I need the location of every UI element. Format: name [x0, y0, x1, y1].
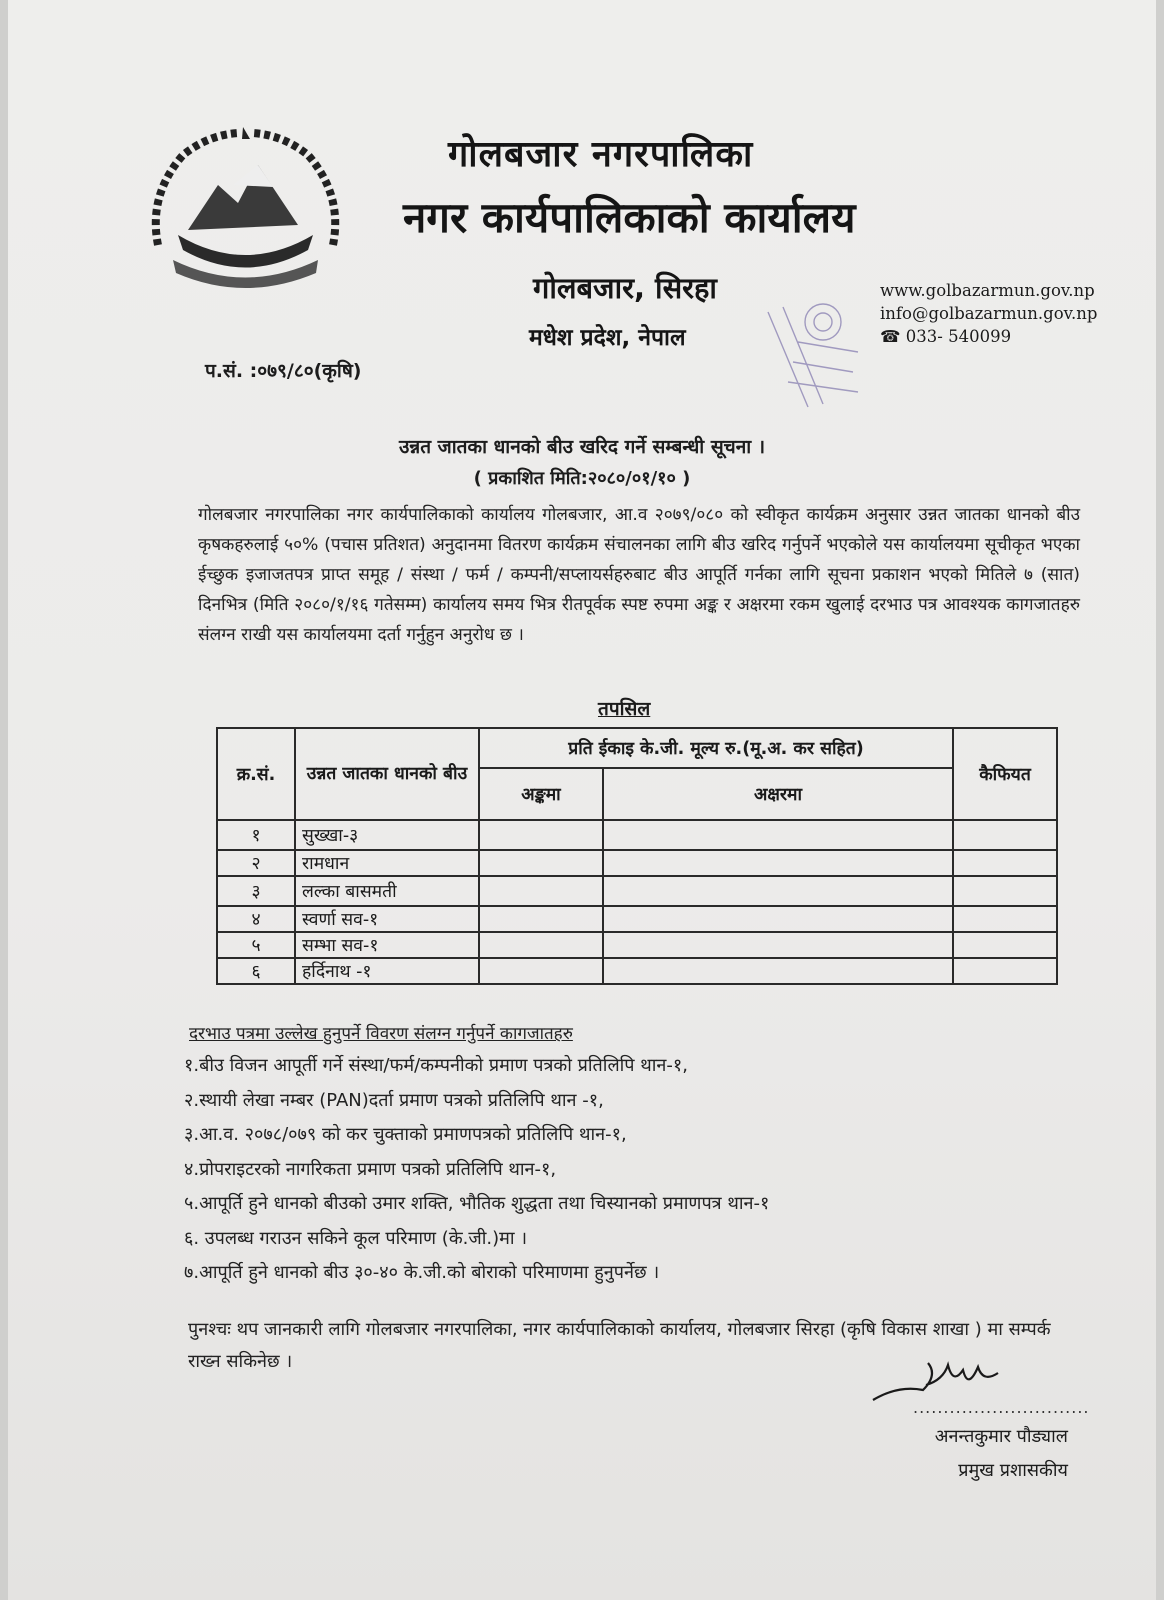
signature-line: .............................: [913, 1398, 1090, 1417]
table-body: [217, 820, 1057, 984]
table-title: तपसिल: [598, 698, 651, 720]
office-location: गोलबजार, सिरहा: [533, 271, 717, 305]
col-remarks: कैफियत: [953, 728, 1057, 820]
table-row: [217, 850, 1057, 876]
row-figures: [479, 906, 603, 932]
row-words: [603, 850, 953, 876]
row-variety: हर्दिनाथ -१: [295, 958, 479, 984]
postscript: पुनश्चः थप जानकारी लागि गोलबजार नगरपालिका, नगर कार्यपालिकाको कार्यालय, गोलबजार सिरहा (कृषि विकास शाखा ) मा सम्पर्क राख्न सकिनेछ ।: [188, 1319, 1051, 1372]
table-row: [217, 876, 1057, 906]
row-figures: [479, 876, 603, 906]
notice-subject: उन्नत जातका धानको बीउ खरिद गर्ने सम्बन्धी सूचना ।: [398, 436, 766, 458]
row-sn: ४: [217, 906, 295, 932]
row-remarks: [953, 958, 1057, 984]
row-sn: २: [217, 850, 295, 876]
list-item: ६. उपलब्ध गराउन सकिने कूल परिमाण (के.जी.)मा ।: [184, 1227, 528, 1249]
row-words: [603, 932, 953, 958]
phone-number: ☎ 033- 540099: [880, 327, 1012, 346]
list-item: १.बीउ विजन आपूर्ती गर्ने संस्था/फर्म/कम्पनीको प्रमाण पत्रको प्रतिलिपि थान-१,: [184, 1055, 688, 1076]
col-sn: क्र.सं.: [217, 728, 295, 820]
list-item: ४.प्रोपराइटरको नागरिकता प्रमाण पत्रको प्रतिलिपि थान-१,: [184, 1158, 557, 1180]
office-name: नगर कार्यपालिकाको कार्यालय: [403, 193, 856, 242]
table-row: [217, 932, 1057, 958]
row-remarks: [953, 876, 1057, 906]
row-sn: ५: [217, 932, 295, 958]
table-row: [217, 958, 1057, 984]
published-date: ( प्रकाशित मिति:२०८०/०१/१० ): [473, 468, 691, 489]
row-figures: [479, 932, 603, 958]
row-figures: [479, 958, 603, 984]
row-variety: सुख्खा-३: [295, 820, 479, 850]
list-item: ३.आ.व. २०७८/०७९ को कर चुक्ताको प्रमाणपत्रको प्रतिलिपि थान-१,: [184, 1124, 627, 1145]
office-stamp-icon: [748, 292, 888, 422]
nepal-emblem-icon: [138, 125, 353, 290]
row-remarks: [953, 820, 1057, 850]
province-country: मधेश प्रदेश, नेपाल: [529, 325, 686, 351]
notice-paper: [8, 0, 1156, 1600]
signatory-block: [8, 1420, 1068, 1488]
row-remarks: [953, 932, 1057, 958]
row-figures: [479, 850, 603, 876]
seed-price-table: [216, 727, 1058, 985]
website-link[interactable]: www.golbazarmun.gov.np: [880, 281, 1095, 300]
row-sn: १: [217, 820, 295, 850]
row-figures: [479, 820, 603, 850]
row-sn: ६: [217, 958, 295, 984]
row-remarks: [953, 850, 1057, 876]
row-remarks: [953, 906, 1057, 932]
row-variety: स्वर्णा सव-१: [295, 906, 479, 932]
col-words: अक्षरमा: [603, 768, 953, 820]
signatory-name: अनन्तकुमार पौड्याल: [934, 1426, 1068, 1447]
row-variety: सम्भा सव-१: [295, 932, 479, 958]
documents-list: [184, 1049, 769, 1291]
list-item: ५.आपूर्ति हुने धानको बीउको उमार शक्ति, भौतिक शुद्धता तथा चिस्यानको प्रमाणपत्र थान-१: [184, 1193, 770, 1214]
contact-block: [880, 279, 1097, 348]
col-price-group: प्रति ईकाइ के.जी. मूल्य रु.(मू.अ. कर सहित): [479, 728, 953, 768]
row-variety: रामधान: [295, 850, 479, 876]
col-variety: उन्नत जातका धानको बीउ: [295, 728, 479, 820]
list-item: ७.आपूर्ति हुने धानको बीउ ३०-४० के.जी.को बोराको परिमाणमा हुनुपर्नेछ ।: [184, 1262, 660, 1283]
list-item: २.स्थायी लेखा नम्बर (PAN)दर्ता प्रमाण पत्रको प्रतिलिपि थान -१,: [184, 1089, 604, 1111]
row-variety: लल्का बासमती: [295, 876, 479, 906]
documents-title: दरभाउ पत्रमा उल्लेख हुनुपर्ने विवरण संलग्न गर्नुपर्ने कागजातहरु: [189, 1024, 573, 1044]
row-sn: ३: [217, 876, 295, 906]
municipality-name: गोलबजार नगरपालिका: [448, 134, 754, 175]
row-words: [603, 876, 953, 906]
signatory-title: प्रमुख प्रशासकीय: [958, 1460, 1068, 1481]
email-link[interactable]: info@golbazarmun.gov.np: [880, 304, 1098, 323]
notice-body: गोलबजार नगरपालिका नगर कार्यपालिकाको कार्यालय गोलबजार, आ.व २०७९/०८० को स्वीकृत कार्यक्रम अनुसार उन्नत जातका धानको बीउ कृषकहरुलाई ५०% (पचास प्रतिशत) अनुदानमा वितरण कार्यक्रम संचालनका लागि बीउ खरिद गर्नुपर्ने भएकोले यस कार्यालयमा सूचीकृत भएका ईच्छुक इजाजतपत्र प्राप्त समूह / संस्था / फर्म / कम्पनी/सप्लायर्सहरुबाट बीउ आपूर्ति गर्नका लागि सूचना प्रकाशन भएको मितिले ७ (सात) दिनभित्र (मिति २०८०/१/१६ गतेसम्म) कार्यालय समय भित्र रीतपूर्वक स्पष्ट रुपमा अङ्क र अक्षरमा रकम खुलाई दरभाउ पत्र आवश्यक कागजातहरु संलग्न राखी यस कार्यालयमा दर्ता गर्नुहुन अनुरोध छ ।: [198, 505, 1080, 645]
row-words: [603, 820, 953, 850]
table-row: [217, 820, 1057, 850]
reference-number: प.सं. :०७९/८०(कृषि): [205, 360, 362, 382]
row-words: [603, 906, 953, 932]
row-words: [603, 958, 953, 984]
col-figures: अङ्कमा: [479, 768, 603, 820]
table-row: [217, 906, 1057, 932]
